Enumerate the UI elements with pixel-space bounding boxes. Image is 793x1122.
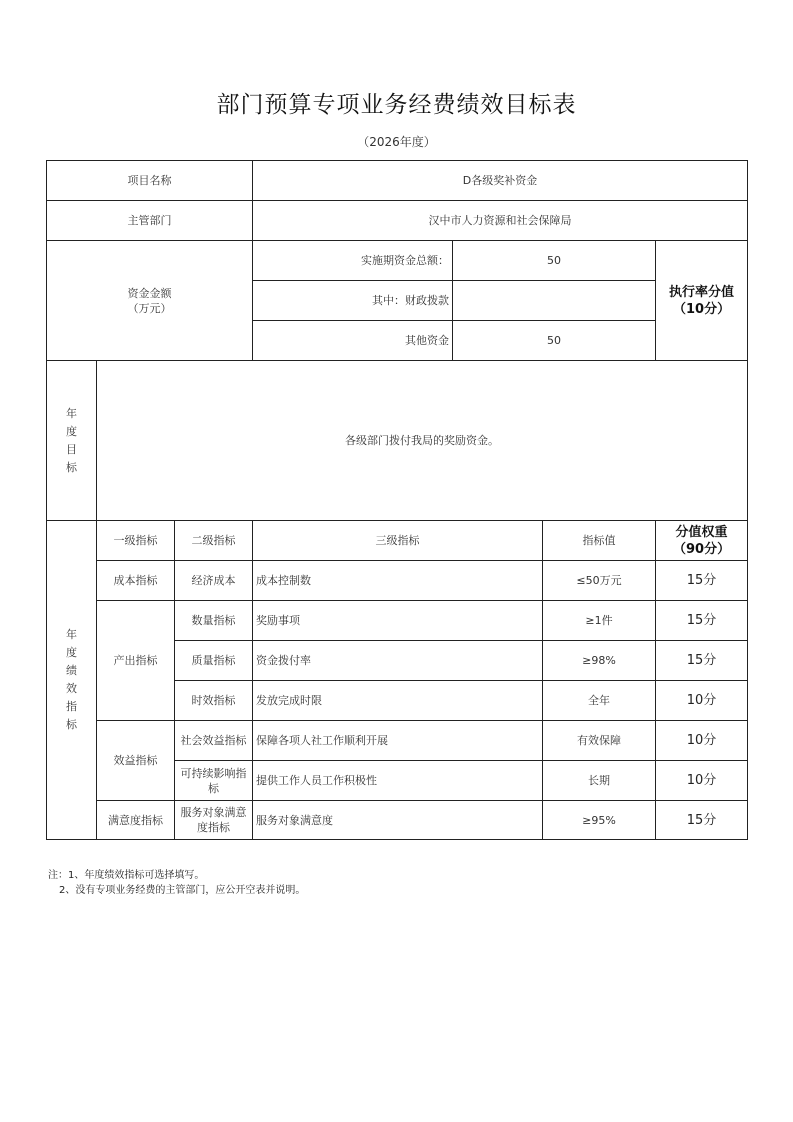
level3-cell: 奖励事项 <box>253 601 543 641</box>
indicators-char: 指 <box>66 700 77 713</box>
level2-cell: 经济成本 <box>175 561 253 601</box>
header-value: 指标值 <box>543 521 656 561</box>
header-level3: 三级指标 <box>253 521 543 561</box>
exec-rate-label: 执行率分值 <box>669 284 735 300</box>
level2-cell: 质量指标 <box>175 641 253 681</box>
annual-goal-text: 各级部门拨付我局的奖励资金。 <box>97 361 748 521</box>
value-cell: ≥1件 <box>543 601 656 641</box>
header-weight-label: 分值权重 <box>675 524 728 540</box>
group-output: 产出指标 <box>97 601 175 721</box>
footnote-2: 2、没有专项业务经费的主管部门，应公开空表并说明。 <box>59 885 306 896</box>
project-name-value: D各级奖补资金 <box>253 161 748 201</box>
table-row <box>47 601 748 641</box>
funds-total-row <box>47 241 748 281</box>
indicators-char: 年 <box>66 628 77 641</box>
indicators-char: 度 <box>66 646 77 659</box>
funds-total-label: 实施期资金总额： <box>253 241 453 281</box>
table-row <box>47 721 748 761</box>
value-cell: ≥95% <box>543 801 656 840</box>
header-level2: 二级指标 <box>175 521 253 561</box>
value-cell: ≥98% <box>543 641 656 681</box>
indicators-char: 效 <box>66 682 77 695</box>
project-name-label: 项目名称 <box>47 161 253 201</box>
annual-goal-char: 年 <box>66 406 77 420</box>
exec-rate-cell <box>656 241 748 361</box>
indicator-header-row <box>47 521 748 561</box>
year-label: （2026年度） <box>357 135 436 149</box>
annual-goal-row <box>47 361 748 521</box>
header-weight <box>656 521 748 561</box>
score-cell: 10分 <box>656 761 748 801</box>
score-cell: 15分 <box>656 641 748 681</box>
annual-goal-char: 度 <box>66 424 77 438</box>
value-cell: 有效保障 <box>543 721 656 761</box>
table-row <box>47 561 748 601</box>
level2-cell: 服务对象满意度指标 <box>175 801 253 840</box>
indicators-char: 绩 <box>66 664 77 677</box>
annual-goal-char: 目 <box>66 442 77 456</box>
score-cell: 15分 <box>656 601 748 641</box>
header-weight-total: （90分） <box>672 541 731 557</box>
group-cost: 成本指标 <box>97 561 175 601</box>
footnote-1: 注：1、年度绩效指标可选择填写。 <box>48 870 205 881</box>
level2-cell: 时效指标 <box>175 681 253 721</box>
project-name-row <box>47 161 748 201</box>
value-cell: 长期 <box>543 761 656 801</box>
score-cell: 15分 <box>656 561 748 601</box>
footnotes <box>48 868 305 898</box>
department-value: 汉中市人力资源和社会保障局 <box>253 201 748 241</box>
score-cell: 15分 <box>656 801 748 840</box>
level2-cell: 数量指标 <box>175 601 253 641</box>
level2-cell: 社会效益指标 <box>175 721 253 761</box>
funds-other-label: 其他资金 <box>253 321 453 361</box>
score-cell: 10分 <box>656 681 748 721</box>
funds-label: 资金金额 <box>127 286 172 300</box>
funds-fiscal-label: 其中：财政拨款 <box>253 281 453 321</box>
indicators-label <box>47 521 97 840</box>
funds-fiscal-value <box>453 281 656 321</box>
score-cell: 10分 <box>656 721 748 761</box>
indicators-char: 标 <box>66 718 77 731</box>
level3-cell: 资金拨付率 <box>253 641 543 681</box>
value-cell: 全年 <box>543 681 656 721</box>
performance-target-table <box>46 160 748 840</box>
table-row <box>47 801 748 840</box>
page-title: 部门预算专项业务经费绩效目标表 <box>216 92 577 118</box>
level2-cell: 可持续影响指标 <box>175 761 253 801</box>
level3-cell: 提供工作人员工作积极性 <box>253 761 543 801</box>
department-label: 主管部门 <box>47 201 253 241</box>
level3-cell: 服务对象满意度 <box>253 801 543 840</box>
group-benefit: 效益指标 <box>97 721 175 801</box>
funds-label-cell <box>47 241 253 361</box>
level3-cell: 保障各项人社工作顺利开展 <box>253 721 543 761</box>
department-row <box>47 201 748 241</box>
group-satisfaction: 满意度指标 <box>97 801 175 840</box>
level3-cell: 发放完成时限 <box>253 681 543 721</box>
funds-other-value: 50 <box>453 321 656 361</box>
funds-unit: （万元） <box>127 301 172 315</box>
annual-goal-label <box>47 361 97 521</box>
header-level1: 一级指标 <box>97 521 175 561</box>
value-cell: ≤50万元 <box>543 561 656 601</box>
funds-total-value: 50 <box>453 241 656 281</box>
exec-rate-score: （10分） <box>672 301 731 317</box>
annual-goal-char: 标 <box>66 460 77 474</box>
level3-cell: 成本控制数 <box>253 561 543 601</box>
